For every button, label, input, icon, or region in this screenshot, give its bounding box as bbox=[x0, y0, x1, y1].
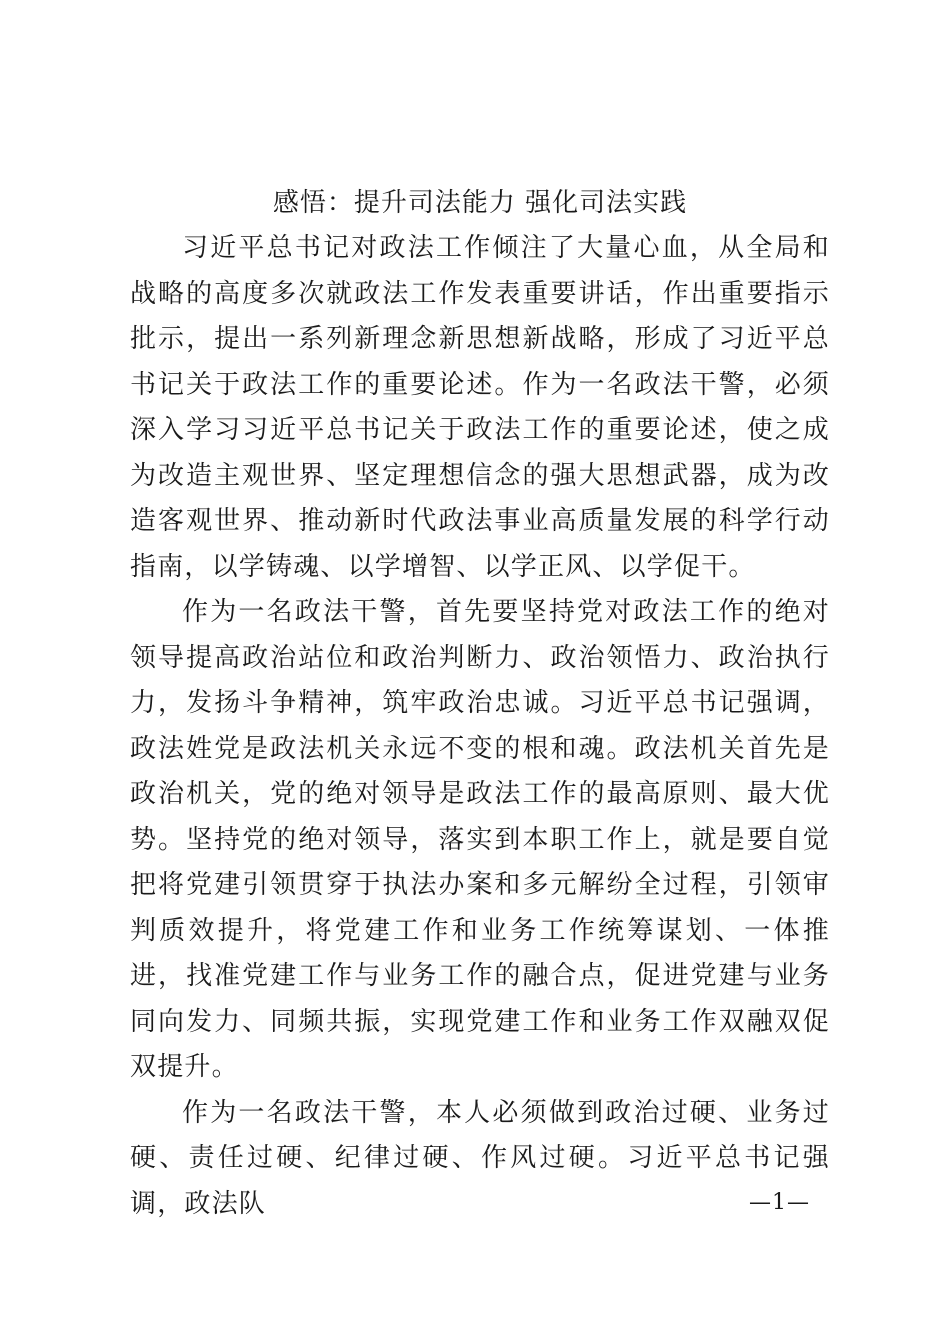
page-number: —1— bbox=[749, 1190, 810, 1215]
paragraph-2: 作为一名政法干警，首先要坚持党对政法工作的绝对领导提高政治站位和政治判断力、政治领悟力、政治执行力，发扬斗争精神，筑牢政治忠诚。习近平总书记强调，政法姓党是政法机关永远不变的根和魂。政法机关首先是政治机关，党的绝对领导是政法工作的最高原则、最大优势。坚持党的绝对领导，落实到本职工作上，就是要自觉把将党建引领贯穿于执法办案和多元解纷全过程，引领审判质效提升，将党建工作和业务工作统筹谋划、一体推进，找准党建工作与业务工作的融合点，促进党建与业务同向发力、同频共振，实现党建工作和业务工作双融双促双提升。 bbox=[130, 597, 830, 1082]
document-title: 感悟：提升司法能力 强化司法实践 bbox=[272, 188, 688, 218]
document-body bbox=[130, 226, 830, 1227]
paragraph-3: 作为一名政法干警，本人必须做到政治过硬、业务过硬、责任过硬、纪律过硬、作风过硬。习近平总书记强调，政法队 bbox=[130, 1097, 830, 1219]
paragraph-1: 习近平总书记对政法工作倾注了大量心血，从全局和战略的高度多次就政法工作发表重要讲话，作出重要指示批示，提出一系列新理念新思想新战略，形成了习近平总书记关于政法工作的重要论述。作为一名政法干警，必须深入学习习近平总书记关于政法工作的重要论述，使之成为改造主观世界、坚定理想信念的强大思想武器，成为改造客观世界、推动新时代政法事业高质量发展的科学行动指南，以学铸魂、以学增智、以学正风、以学促干。 bbox=[130, 233, 830, 582]
